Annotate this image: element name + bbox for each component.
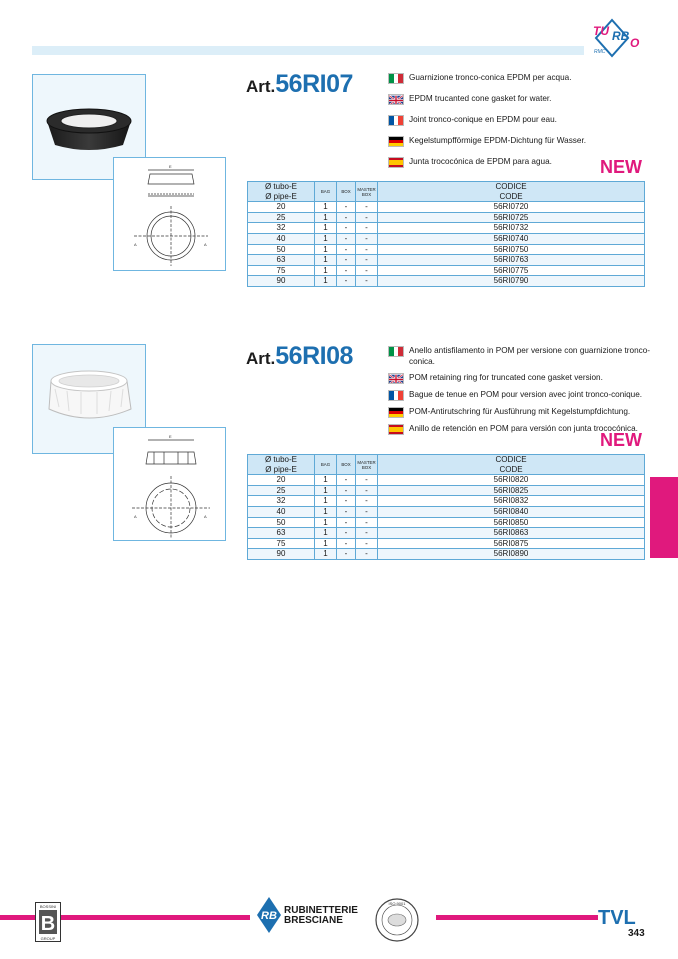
flag-en-icon [388,373,404,384]
table-row: 63 1 - - 56RI0763 [248,255,645,266]
description-text: Guarnizione tronco-conica EPDM per acqua. [409,73,572,82]
product-table-56ri07 [247,181,645,287]
description-row-it [388,72,650,84]
rb-company-name: RUBINETTERIE BRESCIANE [284,905,358,926]
table-row: 32 1 - - 56RI0832 [248,496,645,507]
table-row: 75 1 - - 56RI0875 [248,538,645,549]
table-row: 50 1 - - 56RI0750 [248,244,645,255]
svg-text:RMC: RMC [594,49,606,55]
description-row-it [388,345,650,367]
description-text: POM retaining ring for truncated cone gasket version. [409,373,603,382]
footer-line-right [436,915,598,920]
svg-text:TVL: TVL [598,907,636,928]
technical-drawing-56ri07 [113,157,226,271]
flag-it-icon [388,346,404,357]
description-text: EPDM trucanted cone gasket for water. [409,94,552,103]
article-prefix: Art. [246,77,276,96]
table-row: 40 1 - - 56RI0740 [248,233,645,244]
iso-seal-icon [374,897,420,943]
article-code: 56RI08 [275,342,353,370]
svg-text:A: A [134,242,137,247]
flag-de-icon [388,136,404,147]
header-bar [32,46,584,55]
flag-fr-icon [388,115,404,126]
svg-text:E: E [169,164,172,169]
description-row-fr [388,389,650,401]
article-title [246,70,353,99]
description-row-de [388,406,650,418]
header-master-box: MASTER BOX [356,182,378,202]
description-row-en [388,93,650,105]
article-code: 56RI07 [275,70,353,98]
bossini-logo-icon [35,902,61,942]
description-text: POM-Antirutschring für Ausführung mit Kegelstumpfdichtung. [409,407,631,416]
table-row: 75 1 - - 56RI0775 [248,265,645,276]
table-header-row [248,455,645,475]
svg-text:O: O [630,36,640,50]
article-title [246,342,353,371]
header-bag: BAG [315,455,337,475]
section-side-tab [650,477,678,558]
new-badge: NEW [600,430,642,450]
svg-text:A: A [204,514,207,519]
description-list [388,345,650,440]
flag-es-icon [388,424,404,435]
table-row: 20 1 - - 56RI0720 [248,202,645,213]
description-text: Bague de tenue en POM pour version avec joint tronco-conique. [409,390,643,399]
header-code: CODICE CODE [378,455,645,475]
table-row: 50 1 - - 56RI0850 [248,517,645,528]
flag-es-icon [388,157,404,168]
flag-en-icon [388,94,404,105]
table-row: 90 1 - - 56RI0890 [248,549,645,560]
header-diameter: Ø tubo-E Ø pipe-E [248,455,315,475]
table-row: 40 1 - - 56RI0840 [248,506,645,517]
table-row: 20 1 - - 56RI0820 [248,475,645,486]
table-header-row [248,182,645,202]
article-prefix: Art. [246,349,276,368]
rb-logo-icon [256,896,282,934]
svg-text:RB: RB [261,910,277,922]
header-box: BOX [337,455,356,475]
tvl-logo-icon [596,906,652,928]
description-row-de [388,135,650,147]
header-box: BOX [337,182,356,202]
new-badge: NEW [600,157,642,177]
svg-text:E: E [169,434,172,439]
description-row-fr [388,114,650,126]
flag-de-icon [388,407,404,418]
svg-text:A: A [134,514,137,519]
header-diameter: Ø tubo-E Ø pipe-E [248,182,315,202]
table-row: 25 1 - - 56RI0725 [248,212,645,223]
header-master-box: MASTER BOX [356,455,378,475]
svg-text:GROUP: GROUP [40,936,56,941]
description-text: Junta trococónica de EPDM para agua. [409,157,552,166]
description-row-en [388,372,650,384]
technical-drawing-56ri08 [113,427,226,541]
table-row: 63 1 - - 56RI0863 [248,528,645,539]
product-table-56ri08 [247,454,645,560]
header-bag: BAG [315,182,337,202]
description-text: Joint tronco-conique en EPDM pour eau. [409,115,557,124]
turbo-logo-icon [588,18,650,60]
page-number: 343 [628,928,645,939]
table-row: 90 1 - - 56RI0790 [248,276,645,287]
table-row: 25 1 - - 56RI0825 [248,485,645,496]
svg-text:BOSSINI: BOSSINI [39,904,57,909]
flag-it-icon [388,73,404,84]
svg-text:TU: TU [593,24,609,38]
description-text: Kegelstumpfförmige EPDM-Dichtung für Wasser. [409,136,587,145]
flag-fr-icon [388,390,404,401]
description-text: Anello antisfilamento in POM per versione con guarnizione tronco-conica. [409,346,650,366]
svg-text:A: A [204,242,207,247]
header-code: CODICE CODE [378,182,645,202]
svg-text:B: B [40,913,56,935]
svg-text:RB: RB [612,29,630,43]
table-row: 32 1 - - 56RI0732 [248,223,645,234]
description-text: Anillo de retención en POM para versión con junta trococónica. [409,424,638,433]
svg-text:ISO 9001: ISO 9001 [388,901,406,906]
